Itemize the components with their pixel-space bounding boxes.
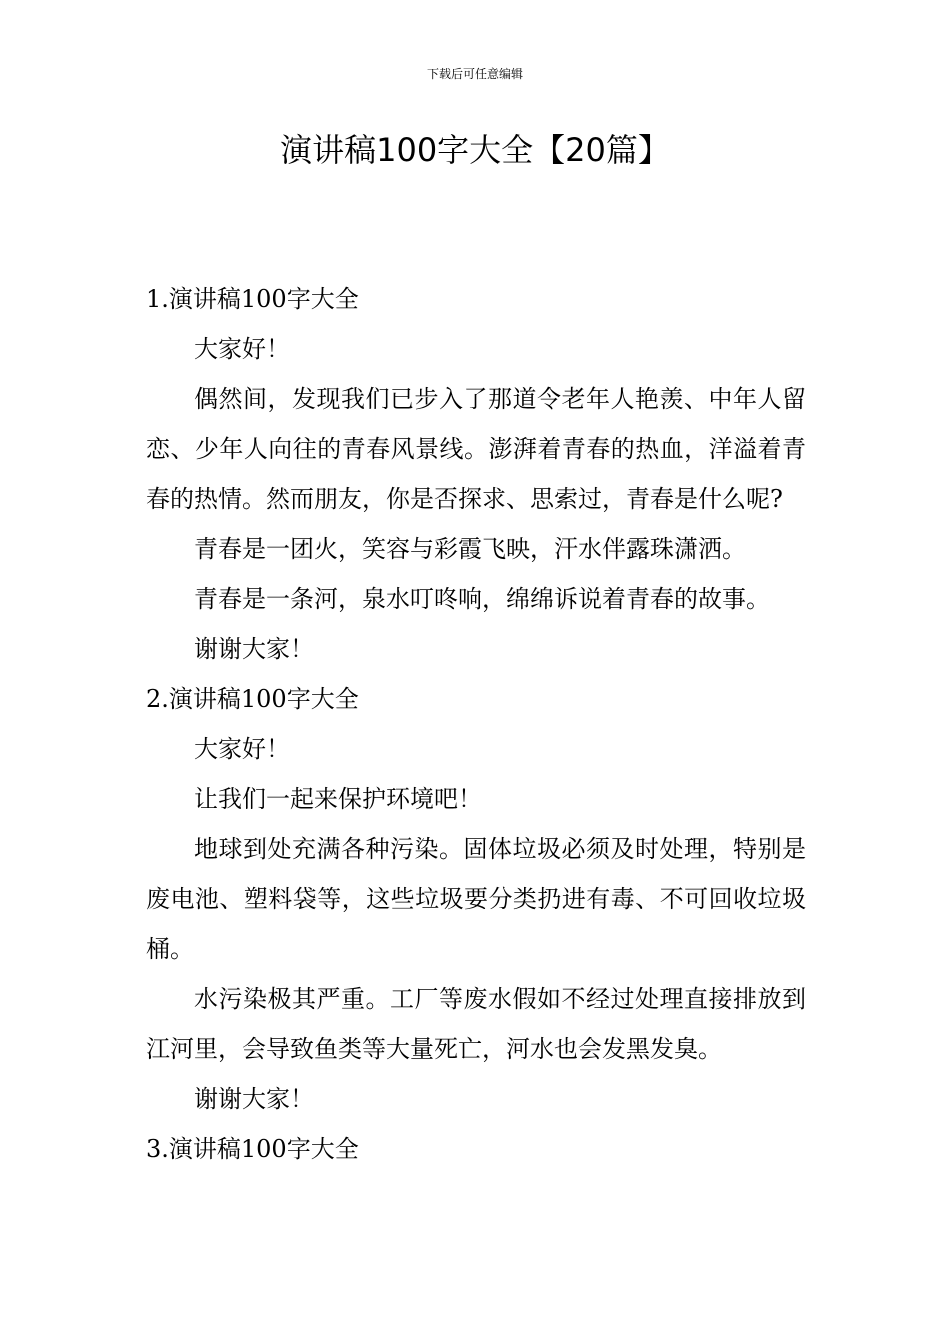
paragraph: 大家好！	[194, 735, 290, 763]
header-note: 下载后可任意编辑	[426, 67, 523, 81]
paragraph: 偶然间，发现我们已步入了那道令老年人艳羡、中年人留恋、少年人向往的青春风景线。澎湃着青春的热血，洋溢着青春的热情。然而朋友，你是否探求、思索过，青春是什么呢?	[146, 385, 806, 513]
section-heading-1: 1.演讲稿100字大全	[146, 285, 359, 313]
paragraph: 青春是一团火，笑容与彩霞飞映，汗水伴露珠潇洒。	[194, 535, 746, 563]
paragraph: 让我们一起来保护环境吧！	[194, 785, 482, 813]
paragraph: 地球到处充满各种污染。固体垃圾必须及时处理，特别是废电池、塑料袋等，这些垃圾要分类扔进有毒、不可回收垃圾桶。	[146, 835, 806, 963]
paragraph: 水污染极其严重。工厂等废水假如不经过处理直接排放到江河里，会导致鱼类等大量死亡，河水也会发黑发臭。	[146, 985, 806, 1063]
document-body	[146, 274, 806, 1174]
paragraph: 青春是一条河，泉水叮咚响，绵绵诉说着青春的故事。	[194, 585, 770, 613]
section-heading-3: 3.演讲稿100字大全	[146, 1135, 359, 1163]
paragraph: 大家好！	[194, 335, 290, 363]
paragraph: 谢谢大家！	[194, 635, 314, 663]
paragraph: 谢谢大家！	[194, 1085, 314, 1113]
document-title: 演讲稿100字大全【20篇】	[280, 131, 670, 169]
section-heading-2: 2.演讲稿100字大全	[146, 685, 359, 713]
